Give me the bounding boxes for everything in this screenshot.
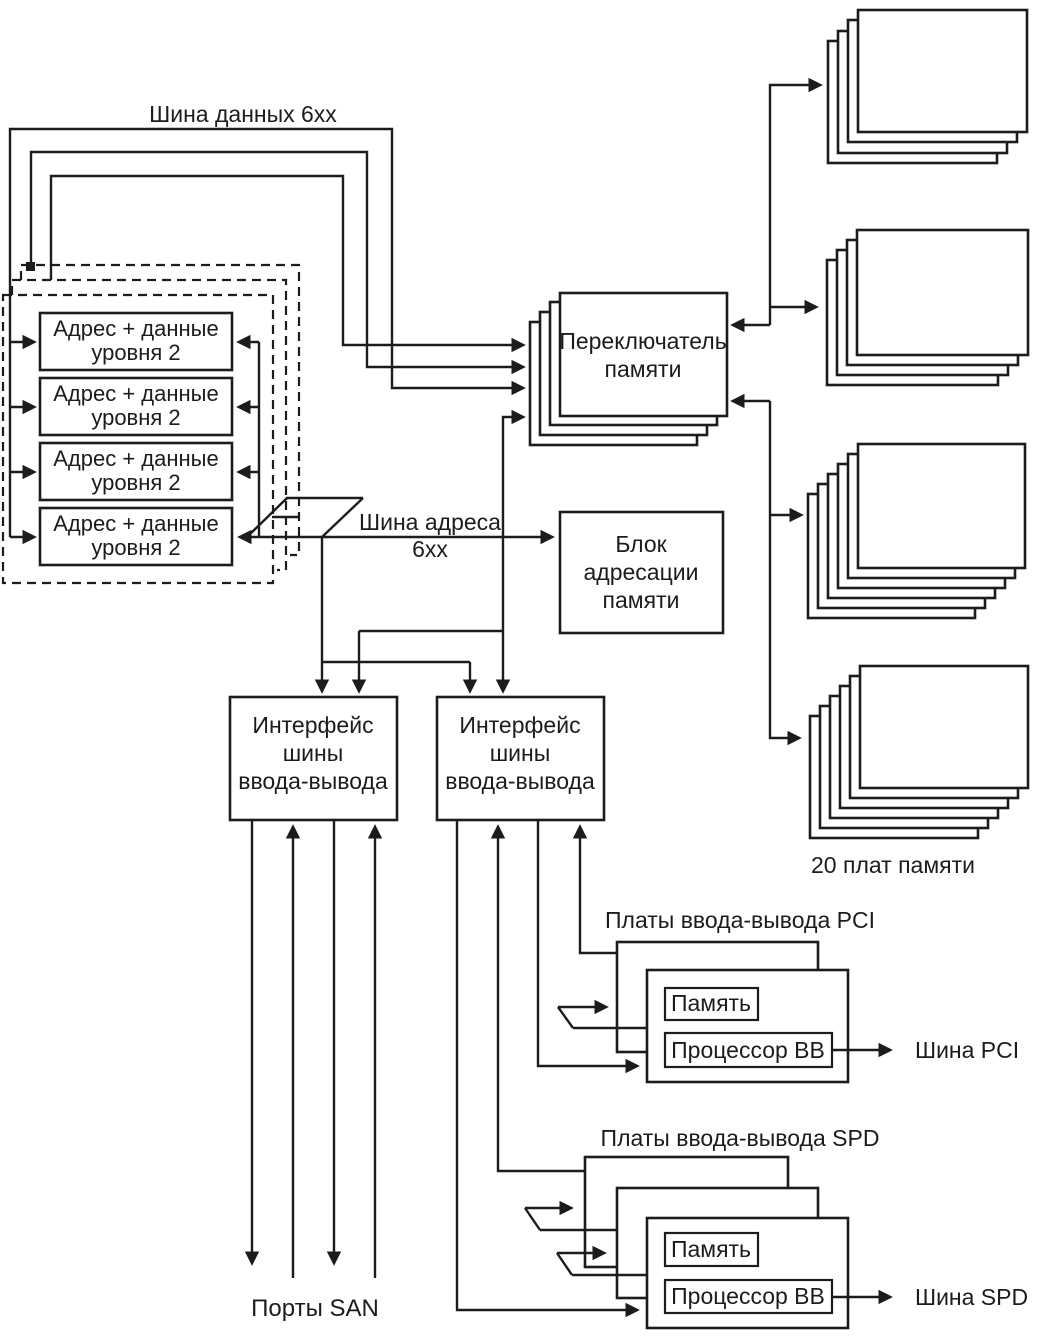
io-right-line1: Интерфейс [459, 712, 581, 738]
cache-box-1-line2: уровня 2 [91, 340, 181, 365]
memory-stack-2 [827, 230, 1028, 385]
bus-junction-dot [26, 262, 35, 271]
io-right-line2: шины [489, 740, 551, 766]
cache-box-1 [40, 313, 232, 370]
pci-caption: Платы ввода-вывода PCI [605, 907, 875, 933]
cache-box-2-line1: Адрес + данные [53, 381, 219, 406]
spd-memory-label: Память [670, 1236, 752, 1262]
san-ports-label: Порты SAN [251, 1295, 379, 1322]
cache-box-2 [40, 378, 232, 435]
memory-address-unit-line2: адресации [583, 559, 699, 585]
memory-address-unit [560, 512, 723, 633]
cache-box-2-line2: уровня 2 [91, 405, 181, 430]
data-bus-label: Шина данных 6xx [149, 101, 337, 127]
io-left-line3: ввода-вывода [238, 768, 388, 794]
memory-boards-caption: 20 плат памяти [811, 852, 975, 878]
memory-stack-4 [810, 666, 1028, 838]
cache-box-4-line1: Адрес + данные [53, 511, 219, 536]
spd-io-processor-label: Процессор ВВ [671, 1283, 825, 1309]
address-bus-label-line2: 6xx [412, 536, 448, 562]
io-left-line2: шины [282, 740, 344, 766]
cache-box-3 [40, 443, 232, 500]
pci-memory-label: Память [670, 990, 752, 1016]
pci-io-processor-label: Процессор ВВ [671, 1037, 825, 1063]
cache-box-4-line2: уровня 2 [91, 535, 181, 560]
cache-box-4 [40, 508, 232, 565]
cache-box-3-line1: Адрес + данные [53, 446, 219, 471]
memory-stack-1 [828, 10, 1027, 163]
io-interface-right [437, 697, 604, 820]
address-bus-label-line1: Шина адреса [359, 509, 501, 535]
cache-box-1-line1: Адрес + данные [53, 316, 219, 341]
memory-switch-line1: Переключатель [559, 328, 727, 354]
pci-bus-label: Шина PCI [915, 1037, 1020, 1063]
memory-stack-3 [808, 444, 1025, 618]
io-right-line3: ввода-вывода [445, 768, 595, 794]
io-left-line1: Интерфейс [252, 712, 374, 738]
memory-address-unit-line1: Блок [615, 531, 667, 557]
memory-address-unit-line3: памяти [602, 587, 680, 613]
io-interface-left [230, 697, 397, 820]
spd-bus-label: Шина SPD [915, 1284, 1029, 1310]
spd-caption: Платы ввода-вывода SPD [600, 1125, 880, 1151]
cache-box-3-line2: уровня 2 [91, 470, 181, 495]
memory-switch-line2: памяти [604, 356, 682, 382]
memory-switch-board-1 [560, 293, 727, 416]
